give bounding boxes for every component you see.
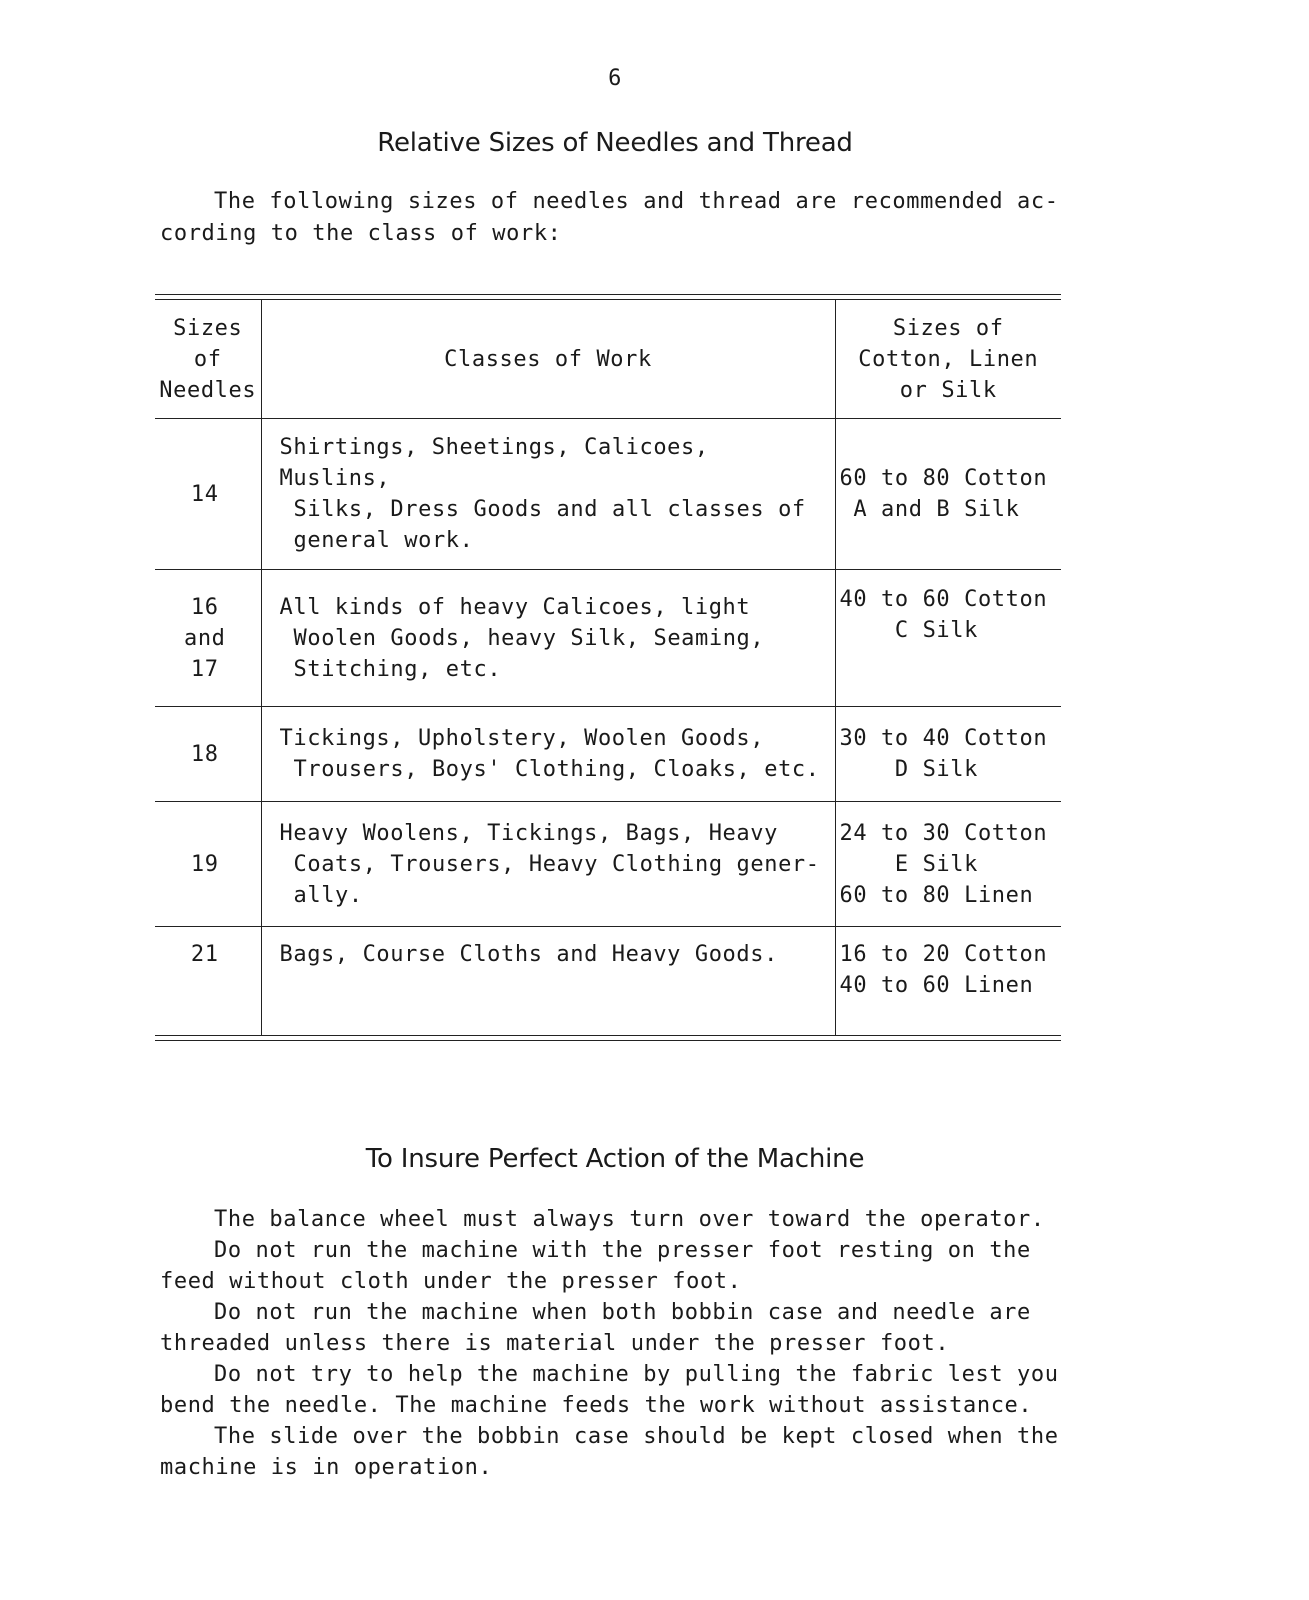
- thread-size-cell: 40 to 60 Cotton C Silk: [835, 570, 1061, 707]
- thread-size-cell: 60 to 80 Cotton A and B Silk: [835, 419, 1061, 570]
- table-row: [155, 707, 1061, 802]
- work-class-cell: Heavy Woolens, Tickings, Bags, Heavy Coats, Trousers, Heavy Clothing gener- ally.: [261, 802, 835, 927]
- work-class-cell: Bags, Course Cloths and Heavy Goods.: [261, 927, 835, 1036]
- table-bottom-rule: [155, 1035, 1061, 1041]
- instruction-paragraph: Do not run the machine when both bobbin case and needle are threaded unless there is material under the presser foot.: [160, 1300, 1031, 1356]
- table-row: [155, 927, 1061, 1036]
- needle-thread-table: [155, 294, 1061, 1041]
- table-row: [155, 802, 1061, 927]
- intro-line-2: cording to the class of work:: [160, 221, 562, 246]
- page-number: 6: [608, 66, 622, 91]
- instruction-paragraph: The slide over the bobbin case should be kept closed when the machine is in operation.: [160, 1424, 1059, 1480]
- instruction-paragraph: Do not try to help the machine by pulling the fabric lest you bend the needle. The machine feeds the work without assistance.: [160, 1362, 1059, 1418]
- thread-size-cell: 30 to 40 Cotton D Silk: [835, 707, 1061, 802]
- needle-size-cell: 16 and 17: [155, 570, 261, 707]
- table-row: [155, 419, 1061, 570]
- thread-size-cell: 16 to 20 Cotton 40 to 60 Linen: [835, 927, 1061, 1036]
- needle-size-cell: 21: [190, 942, 219, 967]
- header-needle-sizes: Sizes of Needles: [155, 300, 261, 419]
- header-thread-sizes: Sizes of Cotton, Linen or Silk: [835, 300, 1061, 419]
- instruction-paragraph: The balance wheel must always turn over toward the operator.: [214, 1207, 1045, 1232]
- intro-line-1: The following sizes of needles and thread are recommended ac-: [214, 189, 1059, 214]
- needle-size-cell: 14: [155, 419, 261, 570]
- machine-instructions: [160, 1204, 1060, 1483]
- header-classes-of-work: Classes of Work: [261, 300, 835, 419]
- thread-size-cell: 24 to 30 Cotton E Silk 60 to 80 Linen: [835, 802, 1061, 927]
- work-class-cell: Tickings, Upholstery, Woolen Goods, Trousers, Boys' Clothing, Cloaks, etc.: [261, 707, 835, 802]
- section-title-needles-thread: Relative Sizes of Needles and Thread: [377, 128, 853, 158]
- table-header-row: [155, 300, 1061, 419]
- work-class-cell: Shirtings, Sheetings, Calicoes, Muslins, Silks, Dress Goods and all classes of general work.: [261, 419, 835, 570]
- section-title-perfect-action: To Insure Perfect Action of the Machine: [365, 1144, 865, 1174]
- needle-size-cell: 18: [155, 707, 261, 802]
- intro-paragraph: [160, 186, 1060, 250]
- instruction-paragraph: Do not run the machine with the presser foot resting on the feed without cloth under the presser foot.: [160, 1238, 1031, 1294]
- work-class-cell: All kinds of heavy Calicoes, light Woolen Goods, heavy Silk, Seaming, Stitching, etc.: [261, 570, 835, 707]
- needle-size-cell: 19: [155, 802, 261, 927]
- table-row: [155, 570, 1061, 707]
